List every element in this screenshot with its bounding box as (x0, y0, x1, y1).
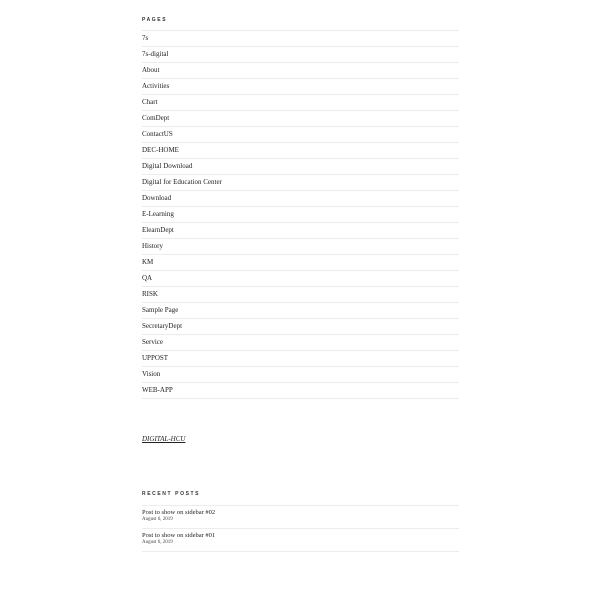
page-link-comdept[interactable]: ComDept (142, 111, 459, 127)
page-link-activities[interactable]: Activities (142, 79, 459, 95)
page-link-dec-home[interactable]: DEC-HOME (142, 143, 459, 159)
recent-posts-widget (142, 490, 459, 552)
pages-list (142, 30, 459, 399)
page-link-7s[interactable]: 7s (142, 31, 459, 47)
page-link-contactus[interactable]: ContactUS (142, 127, 459, 143)
recent-post-title-link[interactable]: Post to show on sidebar #02 (142, 509, 216, 516)
custom-link-widget (142, 434, 459, 444)
page-link-km[interactable]: KM (142, 255, 459, 271)
page-link-qa[interactable]: QA (142, 271, 459, 287)
recent-posts-widget-title: RECENT POSTS (142, 491, 201, 497)
recent-post-date: August 6, 2019 (142, 540, 173, 545)
pages-widget (142, 16, 459, 399)
page-link-elearndept[interactable]: ElearnDept (142, 223, 459, 239)
sidebar (142, 0, 459, 552)
page-link-service[interactable]: Service (142, 335, 459, 351)
recent-post-item (142, 529, 459, 552)
page-link-digital-download[interactable]: Digital Download (142, 159, 459, 175)
page-link-digital-for-education-center[interactable]: Digital for Education Center (142, 175, 459, 191)
page-link-7s-digital[interactable]: 7s-digital (142, 47, 459, 63)
page-link-sample-page[interactable]: Sample Page (142, 303, 459, 319)
page-link-uppost[interactable]: UPPOST (142, 351, 459, 367)
page-link-history[interactable]: History (142, 239, 459, 255)
page-link-chart[interactable]: Chart (142, 95, 459, 111)
recent-posts-list (142, 505, 459, 552)
recent-post-title-link[interactable]: Post to show on sidebar #01 (142, 532, 216, 539)
page-link-risk[interactable]: RISK (142, 287, 459, 303)
page-link-e-learning[interactable]: E-Learning (142, 207, 459, 223)
page-link-web-app[interactable]: WEB-APP (142, 383, 459, 399)
digital-hcu-link[interactable]: DIGITAL-HCU (142, 435, 186, 443)
recent-post-item (142, 506, 459, 529)
page-link-secretarydept[interactable]: SecretaryDept (142, 319, 459, 335)
pages-widget-title: PAGES (142, 17, 168, 23)
page-link-download[interactable]: Download (142, 191, 459, 207)
recent-post-date: August 6, 2019 (142, 517, 173, 522)
page-link-about[interactable]: About (142, 63, 459, 79)
page-link-vision[interactable]: Vision (142, 367, 459, 383)
